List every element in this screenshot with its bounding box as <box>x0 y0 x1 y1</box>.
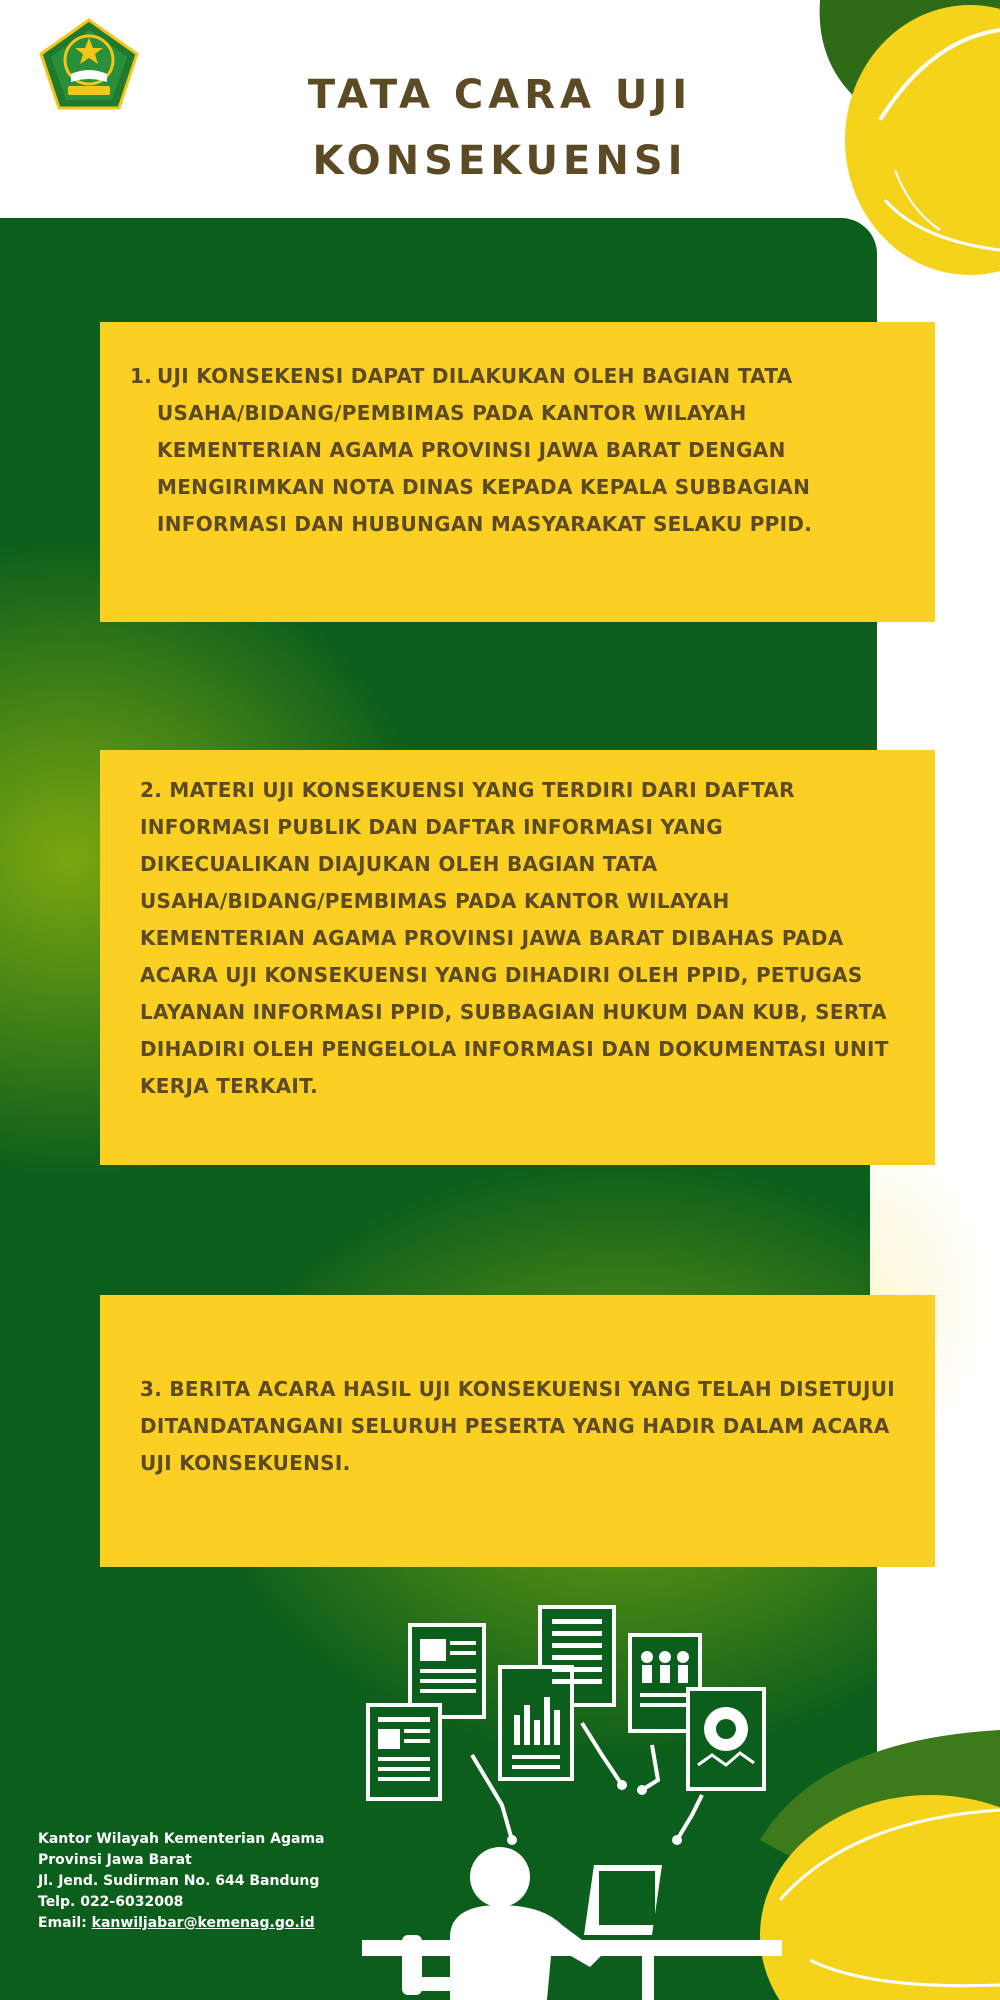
footer-address: Jl. Jend. Sudirman No. 644 Bandung <box>38 1873 320 1889</box>
step-card-1 <box>100 322 935 622</box>
footer-email-row <box>38 1913 358 1934</box>
step-1-text <box>130 358 900 543</box>
decorative-brush-top <box>810 0 1000 300</box>
footer-phone: Telp. 022-6032008 <box>38 1894 184 1910</box>
footer-email-label: Email: <box>38 1915 92 1931</box>
step-3-text: 3. BERITA ACARA HASIL UJI KONSEKUENSI YANG TELAH DISETUJUI DITANDATANGANI SELURUH PESERTA YANG HADIR DALAM ACARA UJI KONSEKUENSI. <box>140 1377 895 1475</box>
page-title: TATA CARA UJI KONSEKUENSI <box>307 72 693 184</box>
step-1-body: UJI KONSEKENSI DAPAT DILAKUKAN OLEH BAGIAN TATA USAHA/BIDANG/PEMBIMAS PADA KANTOR WILAYAH KEMENTERIAN AGAMA PROVINSI JAWA BARAT DENGAN MENGIRIMKAN NOTA DINAS KEPADA KEPALA SUBBAGIAN INFORMASI DAN HUBUNGAN MASYARAKAT SELAKU PPID. <box>157 364 813 536</box>
office-worker-illustration <box>362 1605 782 2000</box>
step-2-text: 2. MATERI UJI KONSEKUENSI YANG TERDIRI DARI DAFTAR INFORMASI PUBLIK DAN DAFTAR INFORMASI YANG DIKECUALIKAN DIAJUKAN OLEH BAGIAN TATA USAHA/BIDANG/PEMBIMAS PADA KANTOR WILAYAH KEMENTERIAN AGAMA PROVINSI JAWA BARAT DIBAHAS PADA ACARA UJI KONSEKUENSI YANG DIHADIRI OLEH PPID, PETUGAS LAYANAN INFORMASI PPID, SUBBAGIAN HUKUM DAN KUB, SERTA DIHADIRI OLEH PENGELOLA INFORMASI DAN DOKUMENTASI UNIT KERJA TERKAIT. <box>140 778 889 1098</box>
step-card-3 <box>100 1295 935 1567</box>
footer-email-link[interactable]: kanwiljabar@kemenag.go.id <box>91 1915 315 1931</box>
footer-province: Provinsi Jawa Barat <box>38 1852 192 1868</box>
step-1-number: 1. <box>130 364 153 388</box>
footer-contact <box>38 1829 358 1934</box>
footer-office-name: Kantor Wilayah Kementerian Agama <box>38 1831 325 1847</box>
kemenag-logo-icon <box>38 18 140 110</box>
step-card-2 <box>100 750 935 1165</box>
